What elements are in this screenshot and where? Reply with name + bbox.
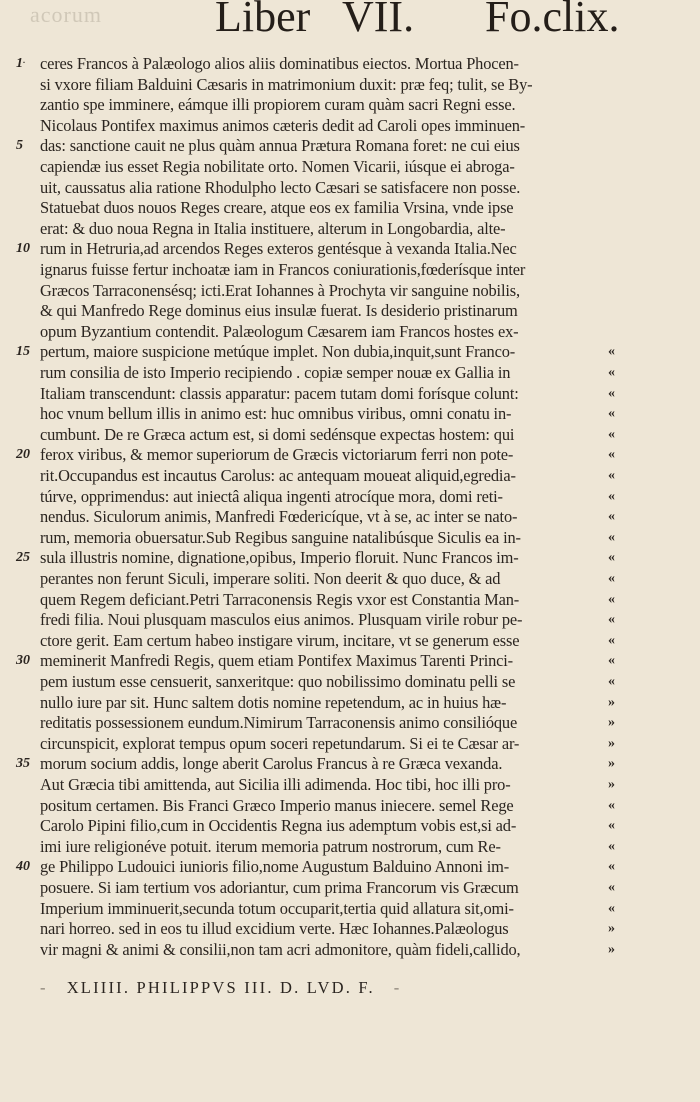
text-line: hoc vnum bellum illis in animo est: huc omnibus viribus, omni conatu in- [40, 404, 512, 423]
text-line: nendus. Siculorum animis, Manfredi Fœdericíque, vt à se, ac inter se nato- [40, 507, 518, 526]
quotation-mark: » [608, 736, 615, 751]
text-line: fredi filia. Noui plusquam masculos eius animos. Plusquam virile robur pe- [40, 610, 523, 629]
header-liber: Liber [215, 0, 311, 41]
footer-dash-left: - [40, 978, 48, 997]
quotation-mark: « [608, 550, 615, 565]
quotation-mark: « [608, 468, 615, 483]
quotation-mark: « [608, 344, 615, 359]
text-line: Nicolaus Pontifex maximus animos cæteris dedit ad Caroli opes imminuen- [40, 116, 526, 135]
quotation-mark: » [608, 695, 615, 710]
quotation-mark: « [608, 592, 615, 607]
text-line: imi iure religionéve potuit. iterum memoria patrum nostrorum, cum Re- [40, 837, 501, 856]
quotation-mark: » [608, 942, 615, 957]
quotation-mark: « [608, 489, 615, 504]
text-line: pertum, maiore suspicione metúque implet. Non dubia,inquit,sunt Franco- [40, 342, 516, 361]
text-line: reditatis possessionem eundum.Nimirum Tarraconensis animo consilióque [40, 713, 518, 732]
text-line: zantio spe imminere, eámque illi propiorem curam quàm sacri Regni esse. [40, 95, 516, 114]
quotation-mark: « [608, 406, 615, 421]
quotation-mark: « [608, 365, 615, 380]
margin-dot: · [22, 55, 26, 69]
text-line: Græcos Tarraconensésq; icti.Erat Iohannes à Prochyta vir sanguine nobilis, [40, 281, 520, 300]
text-line: ceres Francos à Palæologo alios aliis dominatibus eiectos. Mortua Phocen- [40, 54, 519, 73]
text-line: sula illustris nomine, dignatione,opibus, Imperio floruit. Nunc Francos im- [40, 548, 519, 567]
line-number: 20 [16, 447, 30, 462]
line-number: 10 [16, 241, 30, 256]
text-line: túrve, opprimendus: aut iniectâ aliqua ingenti atrocíque mora, domi reti- [40, 487, 503, 506]
quotation-mark: » [608, 921, 615, 936]
text-line: erat: & duo noua Regna in Italia instituere, alterum in Longobardia, alte- [40, 219, 506, 238]
text-line: rit.Occupandus est incautus Carolus: ac antequam moueat aliquid,egredia- [40, 466, 516, 485]
quotation-mark: « [608, 674, 615, 689]
text-line: Carolo Pipini filio,cum in Occidentis Regna ius ademptum vobis est,si ad- [40, 816, 517, 835]
text-line: capiendæ ius esset Regia nobilitate orto. Nomen Vicarii, iúsque ei abroga- [40, 157, 515, 176]
text-line: cumbunt. De re Græca actum est, si domi sedénsque expectas hostem: qui [40, 425, 515, 444]
quotation-mark: « [608, 427, 615, 442]
text-line: rum in Hetruria,ad arcendos Reges exteros gentésque à vexanda Italia.Nec [40, 239, 517, 258]
text-line: positum certamen. Bis Franci Græco Imperio manus iniecere. semel Rege [40, 796, 514, 815]
quotation-mark: » [608, 715, 615, 730]
quotation-mark: « [608, 818, 615, 833]
quotation-mark: « [608, 633, 615, 648]
quotation-mark: « [608, 612, 615, 627]
text-line: rum, memoria obuersatur.Sub Regibus sanguine natalibúsque Siculis ea in- [40, 528, 521, 547]
header-folio: Fo.clix. [485, 0, 620, 41]
text-line: ctore gerit. Eam certum habeo instigare virum, incitare, vt se generum esse [40, 631, 520, 650]
quotation-mark: « [608, 901, 615, 916]
quotation-mark: « [608, 880, 615, 895]
quotation-mark: « [608, 509, 615, 524]
text-line: pem iustum esse censuerit, sanxeritque: quo nobilissimo dominatu pelli se [40, 672, 516, 691]
text-line: Imperium imminuerit,secunda totum occuparit,tertia quid allatura sit,omi- [40, 899, 514, 918]
text-line: rum consilia de isto Imperio recipiendo . copiæ semper nouæ ex Gallia in [40, 363, 511, 382]
show-through-text: acorum [30, 2, 102, 27]
text-line: opum Byzantium contendit. Palæologum Cæsarem iam Francos hostes ex- [40, 322, 519, 341]
quotation-mark: » [608, 756, 615, 771]
quotation-mark: « [608, 859, 615, 874]
line-number: 40 [16, 859, 30, 874]
text-line: perantes non ferunt Siculi, imperare soliti. Non deerit & quo duce, & ad [40, 569, 501, 588]
text-line: Aut Græcia tibi amittenda, aut Sicilia illi adimenda. Hoc tibi, hoc illi pro- [40, 775, 511, 794]
quotation-mark: « [608, 571, 615, 586]
line-number: 25 [16, 550, 30, 565]
quotation-mark: « [608, 653, 615, 668]
footer-running-title: XLIIII. PHILIPPVS III. D. LVD. F. [66, 978, 375, 997]
line-number: 15 [16, 344, 30, 359]
quotation-mark: « [608, 386, 615, 401]
header-book-number: VII. [342, 0, 415, 41]
line-number: 5 [16, 138, 23, 153]
text-line: morum socium addis, longe aberit Carolus Francus à re Græca vexanda. [40, 754, 503, 773]
quotation-mark: « [608, 798, 615, 813]
text-line: Statuebat duos nouos Reges creare, atque eos ex familia Vrsina, vnde ipse [40, 198, 514, 217]
text-line: si vxore filiam Balduini Cæsaris in matrimonium duxit: præ feq; tulit, se By- [40, 75, 533, 94]
text-line: quem Regem deficiant.Petri Tarraconensis Regis vxor est Constantia Man- [40, 590, 520, 609]
text-line: das: sanctione cauit ne plus quàm annua Prætura Romana foret: ne cui eius [40, 136, 520, 155]
quotation-mark: « [608, 447, 615, 462]
text-line: vir magni & animi & consilii,non tam acri admonitore, quàm fideli,callido, [40, 940, 521, 959]
text-line: nari horreo. sed in eos tu illud excidium verte. Hæc Iohannes.Palæologus [40, 919, 509, 938]
text-line: ge Philippo Ludouici iunioris filio,nome Augustum Balduino Annoni im- [40, 857, 510, 876]
text-line: & qui Manfredo Rege dominus eius insulæ fuerat. Is desiderio pristinarum [40, 301, 518, 320]
line-number: 1 [16, 56, 23, 71]
text-line: uit, caussatus alia ratione Rhodulpho lecto Cæsari se satisfacere non posse. [40, 178, 521, 197]
text-line: meminerit Manfredi Regis, quem etiam Pontifex Maximus Tarenti Princi- [40, 651, 513, 670]
quotation-mark: « [608, 839, 615, 854]
text-line: nullo iure par sit. Hunc saltem dotis nomine repetendum, ac in huius hæ- [40, 693, 507, 712]
line-number: 30 [16, 653, 30, 668]
quotation-mark: » [608, 777, 615, 792]
quotation-mark: « [608, 530, 615, 545]
line-number: 35 [16, 756, 30, 771]
text-line: Italiam transcendunt: classis apparatur: pacem tutam domi forísque colunt: [40, 384, 519, 403]
text-line: ignarus fuisse fertur inchoatæ iam in Francos coniurationis,fœderísque inter [40, 260, 526, 279]
text-line: circunspicit, explorat tempus opum soceri repetundarum. Si ei te Cæsar ar- [40, 734, 520, 753]
text-line: ferox viribus, & memor superiorum de Græcis victoriarum ferri non pote- [40, 445, 514, 464]
footer-dash-right: - [393, 978, 402, 997]
running-footer [40, 977, 640, 999]
text-line: posuere. Si iam tertium vos adoriantur, cum prima Francorum vis Græcum [40, 878, 519, 897]
